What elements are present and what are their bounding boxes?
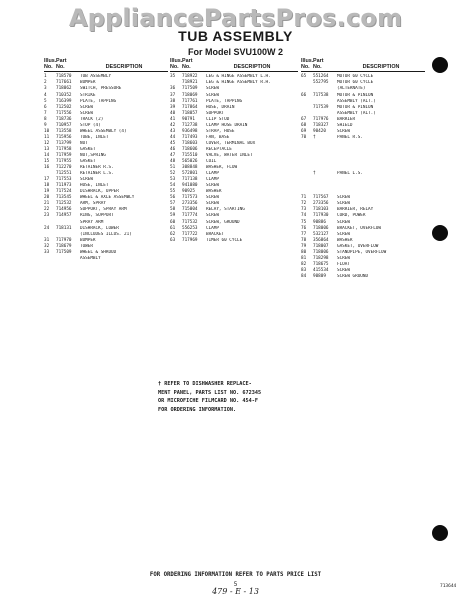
punch-hole	[432, 525, 448, 541]
part-description: SCREW, GROUND	[206, 219, 240, 225]
parts-column	[301, 58, 425, 280]
part-number: 712738	[182, 122, 198, 128]
illus-number: 73	[301, 207, 307, 213]
illus-number: 81	[301, 255, 307, 261]
header-description: DESCRIPTION	[233, 64, 271, 71]
part-description: SCREW	[337, 219, 350, 225]
column-header	[301, 58, 425, 70]
part-description: MOTOR 60 CYCLE	[337, 80, 374, 86]
part-number: 717573	[182, 195, 198, 201]
part-number: 718679	[56, 243, 72, 249]
part-description: SCREW	[337, 128, 350, 134]
illus-number: 52	[170, 171, 176, 177]
part-description: BUMPER	[80, 80, 96, 86]
illus-number: 63	[170, 237, 176, 243]
part-description: GASKET	[80, 146, 96, 152]
part-number: 717538	[313, 92, 329, 98]
header-illus: Illus.	[301, 58, 314, 64]
part-description: FAN, BASE	[206, 134, 230, 140]
illus-number: 79	[301, 243, 307, 249]
part-description: GASKET, OVERFLOW	[337, 243, 379, 249]
part-description: CLAMP	[206, 177, 219, 183]
part-description: COVER, TERMINAL BOX	[206, 140, 256, 146]
part-number: 717959	[56, 152, 72, 158]
part-description: PLATE, TAPPING	[206, 98, 243, 104]
illus-number: 67	[301, 116, 307, 122]
part-description: PANEL L.S.	[337, 171, 363, 177]
part-number: 718007	[313, 243, 329, 249]
footer-text: FOR ORDERING INFORMATION REFER TO PARTS PRICE LIST	[149, 572, 322, 578]
illus-number: 61	[170, 225, 176, 231]
part-number: 717970	[56, 237, 72, 243]
part-number: 717774	[182, 213, 198, 219]
part-description: SPRAY ARM	[80, 219, 104, 225]
part-description: CLAMP	[206, 171, 219, 177]
part-number: 717761	[182, 98, 198, 104]
part-number: 551264	[313, 74, 329, 80]
illus-number	[44, 256, 56, 262]
header-no: No.	[44, 64, 53, 71]
note-line: FOR ORDERING INFORMATION.	[158, 406, 237, 413]
illus-number: 57	[170, 201, 176, 207]
part-number: 717138	[182, 177, 198, 183]
part-number: 415534	[313, 267, 329, 273]
part-number: 712502	[56, 104, 72, 110]
illus-number: 20	[44, 195, 50, 201]
part-description: BRACKET, OVERFLOW	[337, 225, 381, 231]
page-subtitle: For Model SVU100W 2	[187, 47, 284, 57]
illus-number: 37	[170, 92, 176, 98]
part-number: 718603	[182, 140, 198, 146]
illus-number: 55	[170, 189, 176, 195]
illus-number: 58	[170, 207, 176, 213]
part-number: 717509	[56, 249, 72, 255]
part-number: 718298	[313, 255, 329, 261]
illus-number: 80	[301, 249, 307, 255]
illus-number: 36	[170, 86, 176, 92]
part-description: NUT	[80, 140, 88, 146]
illus-number: 44	[170, 134, 176, 140]
illus-number: 18	[44, 183, 50, 189]
part-number: 717556	[56, 110, 72, 116]
part-description: CORD, POWER	[337, 213, 366, 219]
part-description: WHEEL & AXLE ASSEMBLY	[80, 195, 135, 201]
part-description: TUB ASSEMBLY	[80, 74, 112, 80]
part-description: STRIKE	[80, 92, 96, 98]
header-illus: Illus.	[170, 58, 183, 64]
note-line: OR MICROFICHE FILMCARD NO. 454-F	[158, 398, 258, 405]
part-number: 713799	[56, 140, 72, 146]
part-description: LEG & HINGE ASSEMBLY L.H.	[206, 74, 271, 80]
part-number: 710352	[56, 92, 72, 98]
parts-column	[44, 58, 168, 262]
part-number: 718062	[56, 86, 72, 92]
part-description: BRACKET	[206, 231, 225, 237]
punch-hole	[432, 225, 448, 241]
part-description: WHEEL ASSEMBLY (4)	[80, 128, 127, 134]
part-description: WASHER, FLOW	[206, 165, 238, 171]
part-description: PANEL R.S.	[337, 134, 363, 140]
illus-number: 72	[301, 201, 307, 207]
part-description: DISHRACK, UPPER	[80, 189, 119, 195]
part-description: BARRIER	[337, 116, 356, 122]
header-description: DESCRIPTION	[362, 64, 400, 71]
part-number: 718327	[313, 122, 329, 128]
column-header	[44, 58, 168, 70]
part-description: RECEPTACLE	[206, 146, 232, 152]
part-number: 717553	[56, 177, 72, 183]
illus-number: 32	[44, 243, 50, 249]
part-description: SCREW	[337, 267, 350, 273]
illus-number: 33	[44, 249, 50, 255]
illus-number: 7	[44, 110, 47, 116]
illus-number: 45	[170, 140, 176, 146]
part-row	[44, 256, 168, 262]
part-description: ASSEMBLY (ALT.)	[337, 98, 376, 104]
part-number: 711973	[56, 183, 72, 189]
part-number: 572801	[182, 171, 198, 177]
illus-number: 60	[170, 219, 176, 225]
part-description: NUT,SPRING	[80, 152, 106, 158]
note-line: MENT PANEL, PARTS LIST NO. 672345	[158, 389, 262, 396]
part-description: BUMPER	[80, 237, 96, 243]
part-description: PLATE, TAPPING	[80, 98, 117, 104]
part-number: 718606	[182, 146, 198, 152]
part-number	[56, 256, 80, 262]
part-description: TRACK (2)	[80, 116, 104, 122]
part-description: MOTOR & PINION	[337, 104, 374, 110]
part-description: (INCLUDES ILLUS. 21)	[80, 231, 132, 237]
part-number: 273356	[182, 201, 198, 207]
parts-column	[170, 58, 298, 244]
part-number: 90791	[182, 116, 195, 122]
illus-number: 14	[44, 152, 50, 158]
part-number: 710957	[56, 122, 72, 128]
header-no: No.	[170, 64, 179, 71]
illus-number: 5	[44, 98, 47, 104]
illus-number: 22	[44, 207, 50, 213]
part-number: 717524	[56, 189, 72, 195]
part-description: MOTOR 60 CYCLE	[337, 74, 374, 80]
part-description: SCREW	[206, 201, 219, 207]
part-description: CLAMP HOSE DRAIN	[206, 122, 248, 128]
page-number: 5	[233, 581, 238, 588]
header-description: DESCRIPTION	[105, 64, 143, 71]
part-number: 718675	[313, 261, 329, 267]
part-description: ASSEMBLY (ALT.)	[337, 110, 376, 116]
part-description: TUBE, INLET	[80, 134, 109, 140]
illus-number: 40	[170, 110, 176, 116]
header-rule	[301, 71, 425, 72]
part-number: 715510	[182, 152, 198, 158]
illus-number: 68	[301, 122, 307, 128]
part-number: 717969	[182, 237, 198, 243]
part-number: 717539	[313, 104, 329, 110]
part-number: 717567	[313, 195, 329, 201]
part-description: RELAY, STARTING	[206, 207, 245, 213]
illus-number: 15	[44, 159, 50, 165]
part-number: 718131	[56, 225, 72, 231]
part-number: 718921	[182, 80, 198, 86]
part-description: WASHER	[206, 189, 222, 195]
illus-number: 82	[301, 261, 307, 267]
illus-number: 13	[44, 146, 50, 152]
part-description: SCREW	[206, 183, 219, 189]
part-description: ASSEMBLY	[80, 255, 101, 261]
illus-number: 43	[170, 128, 176, 134]
part-description: SCREW	[80, 177, 93, 183]
part-number: †	[313, 171, 316, 177]
part-number: 717722	[182, 231, 198, 237]
illus-number: 9	[44, 122, 47, 128]
illus-number: 76	[301, 225, 307, 231]
part-number: 532127	[313, 231, 329, 237]
part-row	[301, 274, 425, 280]
part-description: HOSE, INLET	[80, 183, 109, 189]
part-description: STRAP, HOSE	[206, 128, 235, 134]
part-description: (ALTERNATE)	[337, 86, 366, 92]
part-description: SHIELD	[337, 122, 353, 128]
part-description: SCREW	[206, 86, 219, 92]
illus-number: 10	[44, 128, 50, 134]
part-description: SCREW	[337, 201, 350, 207]
part-number: 714956	[56, 207, 72, 213]
part-number: 712532	[56, 201, 72, 207]
part-description: CLAMP	[206, 225, 219, 231]
part-description: RETAINER R.S.	[80, 165, 114, 171]
part-description: SCREW	[206, 92, 219, 98]
part-number: 90420	[313, 128, 326, 134]
illus-number: 59	[170, 213, 176, 219]
part-number: 714957	[56, 213, 72, 219]
illus-number: 16	[44, 165, 50, 171]
part-number: 718103	[313, 207, 329, 213]
part-number: 718922	[182, 74, 198, 80]
part-description: SWITCH, PRESSURE	[80, 86, 122, 92]
part-description: LEG & HINGE ASSEMBLY R.H.	[206, 80, 271, 86]
part-number: 717864	[182, 104, 198, 110]
part-number: 718069	[182, 92, 198, 98]
illus-number: 41	[170, 116, 176, 122]
part-number: 718736	[56, 116, 72, 122]
part-number: 713558	[56, 128, 72, 134]
illus-number: 42	[170, 122, 176, 128]
part-number: 552795	[313, 80, 329, 86]
part-description: WASHER	[337, 237, 353, 243]
illus-number: 51	[170, 165, 176, 171]
part-number: 356864	[313, 237, 329, 243]
illus-number: 71	[301, 195, 307, 201]
header-no: No.	[301, 64, 310, 71]
column-header	[170, 58, 298, 70]
illus-number: 46	[170, 146, 176, 152]
part-number: 717509	[182, 86, 198, 92]
illus-number: 77	[301, 231, 307, 237]
part-number: 718006	[313, 249, 329, 255]
illus-number: 1	[44, 74, 47, 80]
part-number: 717661	[56, 80, 72, 86]
header-part-no: No.	[313, 64, 322, 71]
header-illus: Illus.	[44, 58, 57, 64]
part-description: FLOAT	[337, 261, 350, 267]
illus-number: 38	[170, 98, 176, 104]
part-number: 715956	[56, 134, 72, 140]
part-number: 273356	[313, 201, 329, 207]
illus-number: 11	[44, 134, 50, 140]
illus-number: 23	[44, 213, 50, 219]
part-number: 712270	[56, 165, 72, 171]
part-description: SCREW	[80, 110, 93, 116]
part-row	[170, 238, 298, 244]
part-description: SCREW	[337, 255, 350, 261]
handwritten-code: 479 - E - 13	[212, 587, 259, 596]
part-number: 718057	[182, 110, 198, 116]
punch-hole	[432, 57, 448, 73]
part-description: HOSE, DRAIN	[206, 104, 235, 110]
part-description: BARRIER, RELAY	[337, 207, 374, 213]
part-number: 717493	[182, 134, 198, 140]
part-description: WHEEL & SHROUD	[80, 249, 117, 255]
illus-number: 69	[301, 128, 307, 134]
part-number: 565026	[182, 159, 198, 165]
illus-number: 47	[170, 152, 176, 158]
header-part: Part	[313, 58, 324, 64]
part-number: 717930	[313, 213, 329, 219]
part-description: SCREW	[80, 104, 93, 110]
part-description: STOP (4)	[80, 122, 101, 128]
part-description: SUPPORT, SPRAY ARM	[80, 207, 127, 213]
illus-number: 3	[44, 86, 47, 92]
illus-number: 19	[44, 189, 50, 195]
note-line: † REFER TO DISHWASHER REPLACE-	[158, 381, 252, 387]
part-description: SCREW	[206, 195, 219, 201]
part-description: SUPPORT	[206, 110, 225, 116]
part-number: 90886	[313, 219, 326, 225]
part-number: 718006	[313, 225, 329, 231]
document-code: 713644	[440, 584, 457, 589]
illus-number: 65	[301, 74, 307, 80]
illus-number: 4	[44, 92, 47, 98]
page-title: TUB ASSEMBLY	[178, 28, 293, 44]
part-number: †	[313, 134, 316, 140]
part-description: COIL	[206, 159, 217, 165]
illus-number: 48	[170, 159, 176, 165]
ordering-note	[158, 380, 358, 414]
part-number: 90809	[313, 273, 326, 279]
illus-number: 2	[44, 80, 47, 86]
part-number: 716399	[56, 98, 72, 104]
part-description: SCREW	[337, 231, 350, 237]
part-description: DISHRACK, LOWER	[80, 225, 119, 231]
illus-number: 24	[44, 225, 50, 231]
illus-number: 17	[44, 177, 50, 183]
illus-number: 21	[44, 201, 50, 207]
part-description: GASKET	[80, 159, 96, 165]
illus-number: 83	[301, 267, 307, 273]
part-number: 90925	[182, 189, 195, 195]
illus-number: 66	[301, 92, 307, 98]
part-number: 308848	[182, 165, 198, 171]
illus-number: 62	[170, 231, 176, 237]
illus-number: 56	[170, 195, 176, 201]
part-description: TIMER 60 CYCLE	[206, 237, 243, 243]
part-description: TOWER	[80, 243, 93, 249]
part-description: RING, SUPPORT	[80, 213, 114, 219]
part-number: 713545	[56, 195, 72, 201]
illus-number: 39	[170, 104, 176, 110]
header-part-no: No.	[182, 64, 191, 71]
part-number: 717532	[182, 219, 198, 225]
illus-number: 12	[44, 140, 50, 146]
part-number: 717958	[56, 146, 72, 152]
part-description: SCREW	[206, 213, 219, 219]
illus-number: 53	[170, 177, 176, 183]
illus-number: 74	[301, 213, 307, 219]
part-description: CLIP STUD	[206, 116, 230, 122]
watermark: AppliancePartsPros.com	[68, 4, 403, 32]
header-part: Part	[182, 58, 193, 64]
part-description: STANDPIPE, OVERFLOW	[337, 249, 387, 255]
illus-number: 35	[170, 74, 176, 80]
illus-number: 6	[44, 104, 47, 110]
illus-number: 31	[44, 237, 50, 243]
header-part: Part	[56, 58, 67, 64]
part-number: 556253	[182, 225, 198, 231]
illus-number: 54	[170, 183, 176, 189]
part-description: ARM, SPRAY	[80, 201, 106, 207]
header-rule	[170, 71, 298, 72]
header-rule	[44, 71, 168, 72]
part-number: 941080	[182, 183, 198, 189]
illus-number: 8	[44, 116, 47, 122]
part-description: SCREW	[337, 195, 350, 201]
illus-number: 84	[301, 273, 307, 279]
part-description: MOTOR & PINION	[337, 92, 374, 98]
part-description: RETAINER L.S.	[80, 171, 114, 177]
part-description: VALVE, WATER INLET	[206, 152, 253, 158]
part-number: 936498	[182, 128, 198, 134]
part-description: SCREW GROUND	[337, 273, 369, 279]
part-number: 718570	[56, 74, 72, 80]
part-number: 717955	[56, 159, 72, 165]
header-part-no: No.	[56, 64, 65, 71]
illus-number: 75	[301, 219, 307, 225]
part-number: 717976	[313, 116, 329, 122]
part-number: 712551	[56, 171, 72, 177]
illus-number: 70	[301, 134, 307, 140]
illus-number: 78	[301, 237, 307, 243]
part-number: 715004	[182, 207, 198, 213]
